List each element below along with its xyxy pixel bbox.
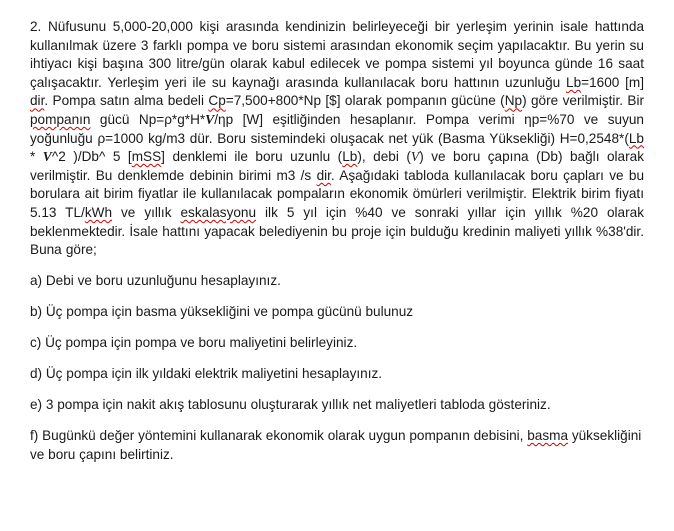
spellcheck-word: mSS [131, 149, 162, 165]
problem-number: 2. [30, 19, 42, 34]
spellcheck-word: basma [527, 428, 569, 444]
flow-symbol: V [42, 149, 52, 165]
flow-symbol: V [205, 111, 215, 127]
question-a: a) Debi ve boru uzunluğunu hesaplayınız. [30, 273, 281, 289]
question-f: f) Bugünkü değer yöntemini kullanarak ekonomik olarak uygun pompanın debisini, basma yüksekliğini ve boru çapını belirtiniz. [30, 428, 642, 462]
flow-symbol: V [410, 149, 420, 165]
question-b: b) Üç pompa için basma yüksekliğini ve pompa gücünü bulunuz [30, 304, 414, 320]
spellcheck-word: Lb [566, 74, 582, 90]
spellcheck-word: Cp [208, 93, 226, 109]
question-d: d) Üç pompa için ilk yıldaki elektrik maliyetini hesaplayınız. [30, 366, 383, 382]
spellcheck-word: dir [30, 93, 45, 109]
spellcheck-word: eskalasyonu [180, 204, 257, 220]
spellcheck-word: Lb [628, 130, 644, 146]
spellcheck-word: pompanın [30, 111, 91, 127]
question-c: c) Üç pompa için pompa ve boru maliyetini belirleyiniz. [30, 335, 358, 351]
problem-paragraph: 2. Nüfusunu 5,000-20,000 kişi arasında kendinizin belirleyeceği bir yerleşim yerinin isale hattında kullanılmak üzere 3 farklı pompa ve boru sistemi arasından ekonomik seçim yapılacaktır. Bu yerin su ihtiyacı kişi başına 300 litre/gün olarak kabul edilecek ve pompa sistemi yıl boyunca günde 16 saat çalışacaktır. Yerleşim yeri ile su kaynağı arasında kullanılacak boru hattının uzunluğu Lb=1600 [m] dir. Pompa satın alma bedeli Cp=7,500+800*Np [$] olarak pompanın gücüne (Np) göre verilmiştir. Bir pompanın gücü Np=ρ*g*H*V/ηp [W] eşitliğinden hesaplanır. Pompa verimi ηp=%70 ve suyun yoğunluğu ρ=1000 kg/m3 dür. Boru sistemindeki oluşacak net yük (Basma Yüksekliği) H=0,2548*(Lb * V^2 )/Db^ 5 [mSS] denklemi ile boru uzunlu (Lb), debi (V) ve boru çapına (Db) bağlı olarak verilmiştir. Bu denklemde debinin birimi m3 /s dir. Aşağıdaki tabloda kullanılacak boru çapları ve bu borulara ait birim fiyatlar ile kullanılacak pompaların ekonomik ömürleri verilmiştir. Elektrik birim fiyatı 5.13 TL/kWh ve yıllık eskalasyonu ilk 5 yıl için %40 ve sonraki yıllar için yıllık %20 olarak beklenmektedir. İsale hattını yapacak belediyenin bu proje için bulduğu kredinin maliyeti yıllık %38'dir. Buna göre; [30, 19, 645, 258]
spellcheck-word: dir [316, 167, 331, 183]
spellcheck-word: Lb [342, 149, 358, 165]
spellcheck-word: Np [504, 93, 523, 109]
spellcheck-word: kWh [84, 204, 113, 220]
question-e: e) 3 pompa için nakit akış tablosunu oluşturarak yıllık net maliyetleri tabloda gösteriniz. [30, 397, 551, 413]
document-body [30, 18, 644, 478]
